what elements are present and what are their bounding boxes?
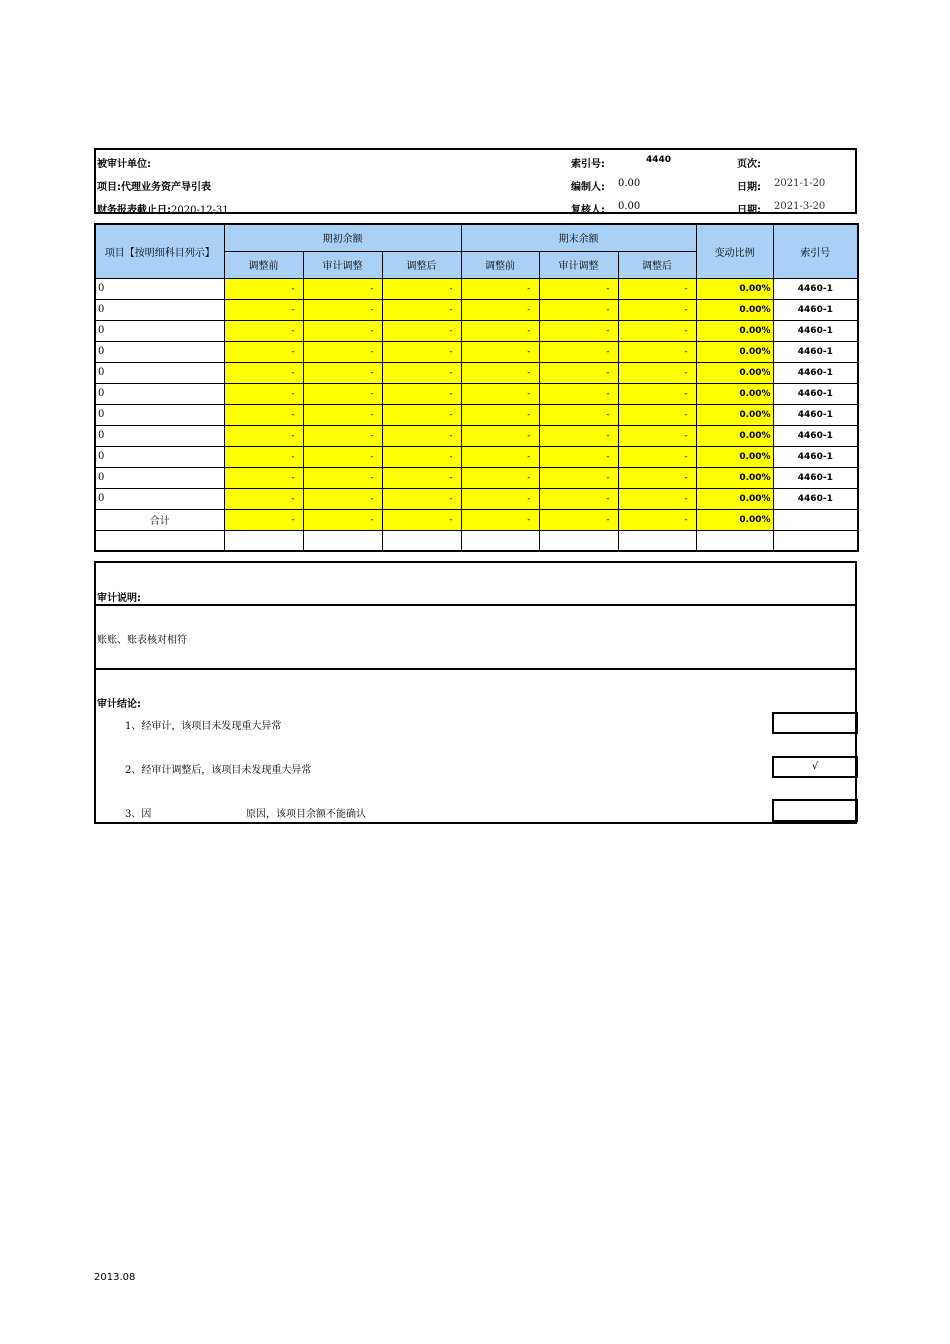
- row-value-cell: -: [461, 488, 539, 509]
- row-change-cell: 0.00%: [696, 467, 773, 488]
- row-value-cell: -: [303, 446, 382, 467]
- row-value-cell: -: [224, 299, 303, 320]
- conclusion-checkbox-2[interactable]: √: [772, 756, 858, 778]
- project-label: 项目:: [97, 182, 121, 193]
- table-row: [95, 425, 858, 446]
- total-value-cell: -: [461, 509, 539, 530]
- row-value-cell: -: [618, 467, 696, 488]
- total-value-cell: -: [303, 509, 382, 530]
- row-value-cell: -: [382, 299, 461, 320]
- row-value-cell: -: [303, 362, 382, 383]
- empty-cell: [382, 530, 461, 551]
- row-value-cell: -: [618, 383, 696, 404]
- empty-cell: [95, 530, 224, 551]
- row-index-cell: 4460-1: [773, 278, 858, 299]
- row-index-cell: 4460-1: [773, 446, 858, 467]
- row-item-cell: 0: [95, 488, 224, 509]
- empty-cell: [618, 530, 696, 551]
- audit-conclusion-label: 审计结论:: [97, 699, 141, 710]
- row-item-cell: 0: [95, 425, 224, 446]
- row-item-cell: 0: [95, 278, 224, 299]
- reviewer-label: 复核人:: [571, 205, 605, 216]
- row-value-cell: -: [539, 278, 618, 299]
- row-value-cell: -: [461, 320, 539, 341]
- row-item-cell: 0: [95, 404, 224, 425]
- table-row: [95, 278, 858, 299]
- total-label-cell: 合计: [95, 509, 224, 530]
- row-value-cell: -: [618, 299, 696, 320]
- row-value-cell: -: [382, 383, 461, 404]
- row-value-cell: -: [224, 425, 303, 446]
- row-value-cell: -: [539, 341, 618, 362]
- row-change-cell: 0.00%: [696, 488, 773, 509]
- row-value-cell: -: [224, 446, 303, 467]
- row-value-cell: -: [618, 362, 696, 383]
- table-row: [95, 299, 858, 320]
- audit-notes-text: 账账、账表核对相符: [97, 635, 187, 646]
- row-index-cell: 4460-1: [773, 467, 858, 488]
- page-label: 页次:: [737, 159, 761, 170]
- row-value-cell: -: [303, 488, 382, 509]
- audit-notes-label: 审计说明:: [97, 593, 141, 604]
- sub-col-header: 调整前: [224, 251, 303, 278]
- row-change-cell: 0.00%: [696, 446, 773, 467]
- row-value-cell: -: [618, 341, 696, 362]
- row-value-cell: -: [539, 362, 618, 383]
- empty-cell: [773, 530, 858, 551]
- row-value-cell: -: [303, 341, 382, 362]
- table-row: [95, 341, 858, 362]
- table-row: [95, 320, 858, 341]
- row-value-cell: -: [382, 278, 461, 299]
- row-value-cell: -: [539, 425, 618, 446]
- empty-cell: [224, 530, 303, 551]
- row-value-cell: -: [461, 404, 539, 425]
- row-change-cell: 0.00%: [696, 404, 773, 425]
- table-row: [95, 446, 858, 467]
- row-value-cell: -: [382, 341, 461, 362]
- row-value-cell: -: [224, 320, 303, 341]
- audit-worksheet: [94, 148, 857, 820]
- conclusion-item-2: 2、经审计调整后，该项目未发现重大异常: [125, 765, 312, 776]
- row-change-cell: 0.00%: [696, 320, 773, 341]
- table-row: [95, 383, 858, 404]
- audit-notes-body: [94, 604, 857, 670]
- row-value-cell: -: [539, 320, 618, 341]
- row-value-cell: -: [618, 320, 696, 341]
- report-date-line: [97, 201, 229, 216]
- row-change-cell: 0.00%: [696, 425, 773, 446]
- row-value-cell: -: [382, 404, 461, 425]
- sub-col-header: 审计调整: [539, 251, 618, 278]
- project-value: 代理业务资产导引表: [121, 182, 211, 193]
- row-change-cell: 0.00%: [696, 299, 773, 320]
- table-row: [95, 467, 858, 488]
- balance-table: [94, 223, 859, 552]
- preparer-value: 0.00: [618, 178, 641, 189]
- row-index-cell: 4460-1: [773, 362, 858, 383]
- sub-col-header: 审计调整: [303, 251, 382, 278]
- total-value-cell: -: [539, 509, 618, 530]
- empty-cell: [696, 530, 773, 551]
- row-value-cell: -: [382, 425, 461, 446]
- row-value-cell: -: [382, 467, 461, 488]
- col-change-header: 变动比例: [696, 224, 773, 278]
- conclusion-checkbox-1[interactable]: [772, 712, 858, 734]
- row-value-cell: -: [539, 446, 618, 467]
- row-value-cell: -: [461, 425, 539, 446]
- col-index-header: 索引号: [773, 224, 858, 278]
- group-begin-header: 期初余额: [224, 224, 461, 251]
- sub-col-header: 调整后: [618, 251, 696, 278]
- row-value-cell: -: [461, 278, 539, 299]
- row-value-cell: -: [539, 488, 618, 509]
- conclusion-item-1: 1、经审计，该项目未发现重大异常: [125, 721, 282, 732]
- group-end-header: 期末余额: [461, 224, 696, 251]
- row-value-cell: -: [303, 404, 382, 425]
- total-value-cell: -: [224, 509, 303, 530]
- row-item-cell: 0: [95, 383, 224, 404]
- row-index-cell: 4460-1: [773, 341, 858, 362]
- row-item-cell: 0: [95, 362, 224, 383]
- report-date-label: 财务报表截止日:: [97, 205, 171, 216]
- row-item-cell: 0: [95, 320, 224, 341]
- index-value: 4440: [646, 155, 672, 165]
- row-value-cell: -: [303, 467, 382, 488]
- row-value-cell: -: [382, 446, 461, 467]
- audit-conclusion-block: [94, 669, 857, 824]
- date2-label: 日期:: [737, 205, 761, 216]
- row-value-cell: -: [224, 467, 303, 488]
- row-value-cell: -: [539, 383, 618, 404]
- index-label: 索引号:: [571, 159, 605, 170]
- row-value-cell: -: [539, 404, 618, 425]
- row-value-cell: -: [303, 299, 382, 320]
- row-change-cell: 0.00%: [696, 341, 773, 362]
- row-value-cell: -: [224, 404, 303, 425]
- row-value-cell: -: [382, 320, 461, 341]
- row-index-cell: 4460-1: [773, 404, 858, 425]
- row-value-cell: -: [618, 446, 696, 467]
- conclusion-item-3: 3、因: [125, 809, 152, 820]
- row-index-cell: 4460-1: [773, 488, 858, 509]
- row-value-cell: -: [303, 320, 382, 341]
- empty-cell: [303, 530, 382, 551]
- empty-cell: [461, 530, 539, 551]
- row-change-cell: 0.00%: [696, 362, 773, 383]
- row-value-cell: -: [303, 425, 382, 446]
- audited-unit-label: 被审计单位:: [97, 159, 151, 170]
- total-index-cell: [773, 509, 858, 530]
- row-value-cell: -: [618, 278, 696, 299]
- row-value-cell: -: [461, 446, 539, 467]
- col-item-header: 项目【按明细科目列示】: [95, 224, 224, 278]
- row-value-cell: -: [461, 362, 539, 383]
- project-line: [97, 178, 211, 193]
- row-index-cell: 4460-1: [773, 299, 858, 320]
- row-value-cell: -: [461, 341, 539, 362]
- total-row: [95, 509, 858, 530]
- audit-notes-label-block: [94, 561, 857, 606]
- row-value-cell: -: [461, 467, 539, 488]
- conclusion-item-3-reason: 原因，该项目余额不能确认: [246, 809, 366, 820]
- row-item-cell: 0: [95, 341, 224, 362]
- row-value-cell: -: [539, 299, 618, 320]
- row-value-cell: -: [461, 383, 539, 404]
- row-index-cell: 4460-1: [773, 320, 858, 341]
- total-value-cell: -: [618, 509, 696, 530]
- row-value-cell: -: [224, 383, 303, 404]
- row-value-cell: -: [382, 488, 461, 509]
- report-date-value: 2020-12-31: [171, 205, 229, 216]
- sub-col-header: 调整前: [461, 251, 539, 278]
- row-index-cell: 4460-1: [773, 425, 858, 446]
- date1-label: 日期:: [737, 182, 761, 193]
- row-index-cell: 4460-1: [773, 383, 858, 404]
- total-value-cell: -: [382, 509, 461, 530]
- row-value-cell: -: [303, 383, 382, 404]
- table-row: [95, 404, 858, 425]
- row-value-cell: -: [224, 488, 303, 509]
- total-change-cell: 0.00%: [696, 509, 773, 530]
- row-change-cell: 0.00%: [696, 278, 773, 299]
- row-value-cell: -: [618, 488, 696, 509]
- row-value-cell: -: [618, 404, 696, 425]
- row-value-cell: -: [461, 299, 539, 320]
- table-row: [95, 362, 858, 383]
- row-value-cell: -: [224, 278, 303, 299]
- row-item-cell: 0: [95, 446, 224, 467]
- sub-col-header: 调整后: [382, 251, 461, 278]
- row-value-cell: -: [382, 362, 461, 383]
- reviewer-value: 0.00: [618, 201, 641, 212]
- row-value-cell: -: [224, 341, 303, 362]
- row-value-cell: -: [618, 425, 696, 446]
- empty-row: [95, 530, 858, 551]
- preparer-label: 编制人:: [571, 182, 605, 193]
- footer-version: 2013.08: [94, 1272, 136, 1283]
- empty-cell: [539, 530, 618, 551]
- date2-value: 2021-3-20: [774, 201, 826, 212]
- row-value-cell: -: [303, 278, 382, 299]
- row-item-cell: 0: [95, 299, 224, 320]
- row-item-cell: 0: [95, 467, 224, 488]
- header-block: [94, 148, 857, 214]
- table-row: [95, 488, 858, 509]
- conclusion-checkbox-3[interactable]: [772, 799, 858, 822]
- row-change-cell: 0.00%: [696, 383, 773, 404]
- date1-value: 2021-1-20: [774, 178, 826, 189]
- row-value-cell: -: [539, 467, 618, 488]
- row-value-cell: -: [224, 362, 303, 383]
